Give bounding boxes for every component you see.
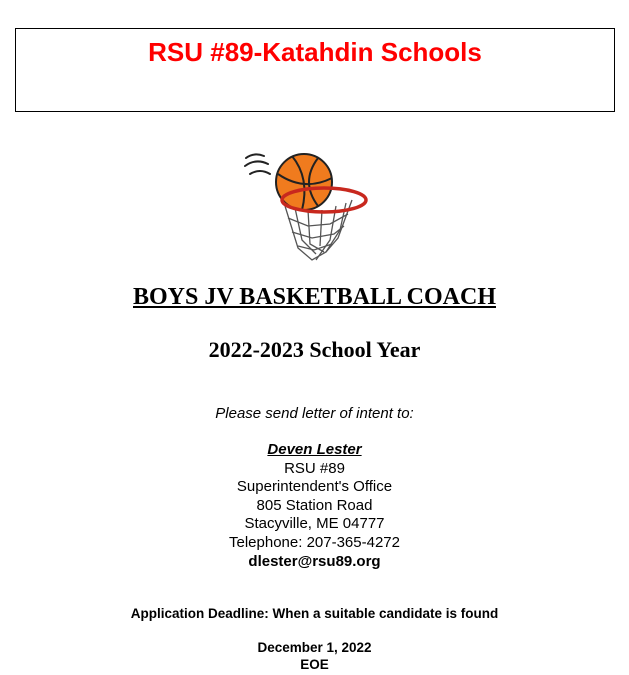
job-title: BOYS JV BASKETBALL COACH	[133, 284, 496, 310]
contact-email[interactable]: dlester@rsu89.org	[248, 552, 381, 570]
footer	[0, 639, 629, 673]
contact-block	[0, 441, 629, 571]
application-deadline: Application Deadline: When a suitable candidate is found	[130, 606, 499, 621]
header-box	[15, 28, 615, 112]
intro-text: Please send letter of intent to:	[215, 405, 414, 422]
contact-office: Superintendent's Office	[236, 478, 393, 496]
posting-date: December 1, 2022	[257, 640, 372, 655]
district-title: RSU #89-Katahdin Schools	[148, 37, 482, 67]
contact-organization: RSU #89	[284, 459, 345, 477]
school-year: 2022-2023 School Year	[208, 337, 421, 362]
contact-city: Stacyville, ME 04777	[244, 515, 385, 533]
contact-name: Deven Lester	[267, 441, 362, 458]
contact-street: 805 Station Road	[256, 496, 373, 514]
contact-telephone: Telephone: 207-365-4272	[229, 533, 400, 551]
eoe-label: EOE	[300, 657, 329, 672]
basketball-hoop-icon	[240, 148, 375, 268]
